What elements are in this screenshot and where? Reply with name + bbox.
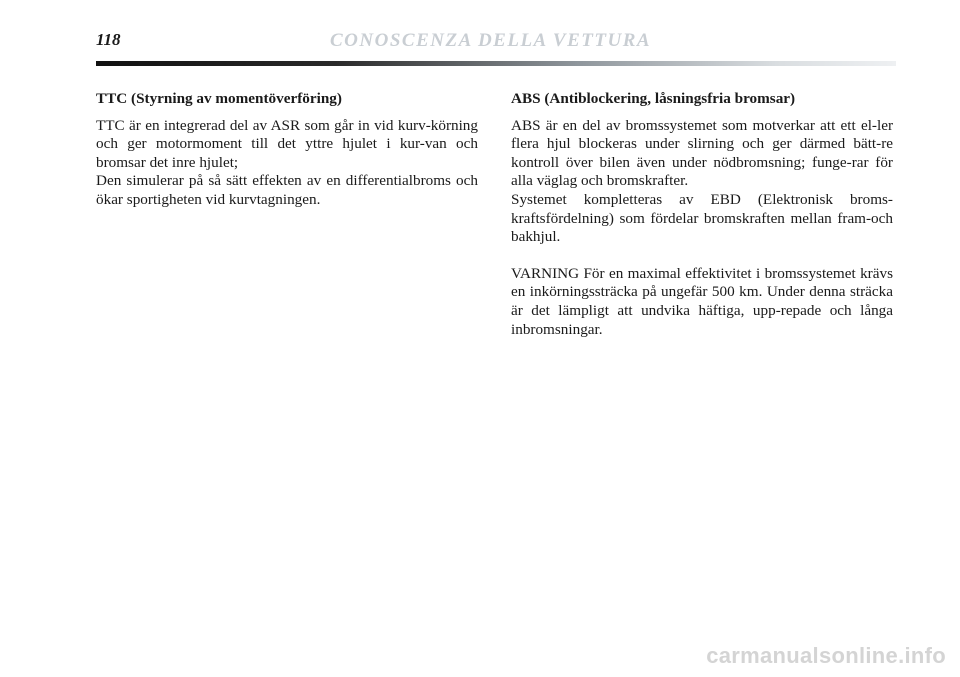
watermark-text: carmanualsonline.info: [706, 643, 946, 668]
abs-paragraph-1: ABS är en del av bromssystemet som motverkar att ett el-ler flera hjul blockeras under slirning och ger därmed bätt-re kontroll över bilen även under nödbromsning; funge-rar för alla väglag och bromskrafter.: [511, 116, 893, 190]
ttc-paragraph-2: Den simulerar på så sätt effekten av en differentialbroms och ökar sportigheten vid kurvtagningen.: [96, 172, 478, 208]
left-column: [96, 90, 478, 210]
ttc-heading: TTC (Styrning av momentöverföring): [96, 90, 342, 107]
header-divider: [96, 61, 896, 66]
abs-warning-paragraph: VARNING För en maximal effektivitet i bromssystemet krävs en inkörningssträcka på ungefär 500 km. Under denna sträcka är det lämpligt att undvika häftiga, upp-repade och långa inbromsningar.: [511, 264, 893, 338]
section-title: CONOSCENZA DELLA VETTURA: [330, 30, 652, 51]
page-number: 118: [96, 30, 121, 49]
right-column: [511, 90, 893, 339]
ttc-paragraph-1: TTC är en integrerad del av ASR som går in vid kurv-körning och ger motormoment till det yttre hjulet i kur-van och bromsar det inre hjulet;: [96, 116, 478, 171]
abs-paragraph-2: Systemet kompletteras av EBD (Elektronisk broms-kraftsfördelning) som fördelar bromskraften mellan fram-och bakhjul.: [511, 190, 893, 246]
abs-heading: ABS (Antiblockering, låsningsfria bromsar): [511, 90, 796, 107]
paragraph-spacer: [511, 247, 893, 265]
